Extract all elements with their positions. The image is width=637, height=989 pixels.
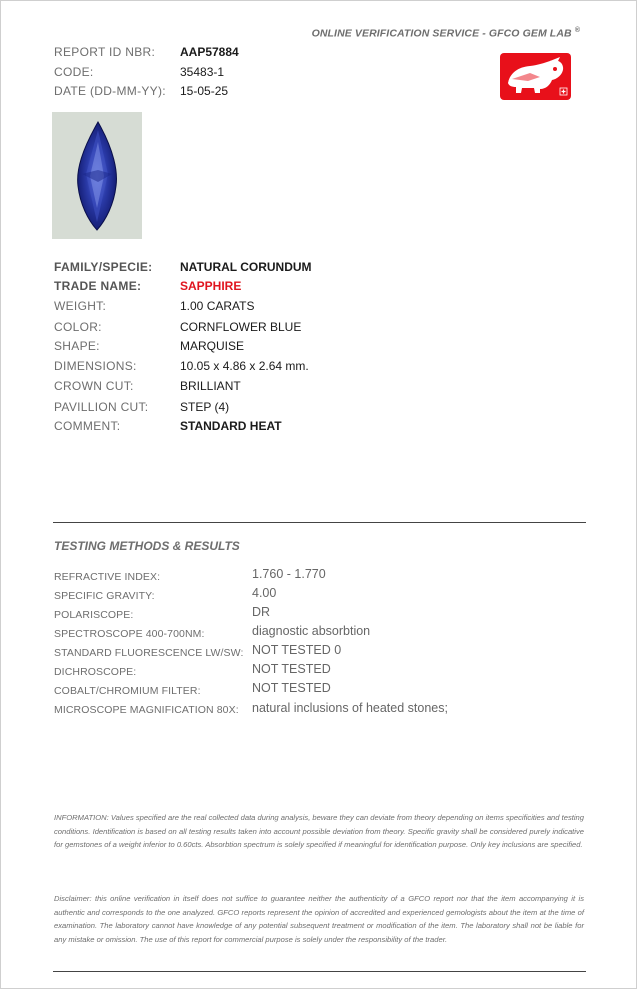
test-label: SPECTROSCOPE 400-700NM:	[54, 628, 205, 640]
section-divider	[53, 522, 586, 523]
test-label: COBALT/CHROMIUM FILTER:	[54, 685, 201, 697]
test-value: diagnostic absorbtion	[252, 624, 371, 638]
family-value: NATURAL CORUNDUM	[180, 260, 312, 274]
sapphire-gem-image	[52, 112, 142, 239]
marquise-sapphire-photo	[52, 112, 142, 239]
trade-name-label: TRADE NAME:	[54, 279, 142, 293]
dimensions-value: 10.05 x 4.86 x 2.64 mm.	[180, 359, 309, 373]
weight-value: 1.00 CARATS	[180, 299, 255, 313]
test-value: natural inclusions of heated stones;	[252, 701, 448, 715]
dimensions-label: DIMENSIONS:	[54, 359, 137, 373]
test-value: NOT TESTED 0	[252, 643, 342, 657]
crown-cut-value: BRILLIANT	[180, 379, 241, 393]
testing-section-title: TESTING METHODS & RESULTS	[54, 539, 240, 553]
code-label: CODE:	[54, 65, 94, 79]
pavillion-cut-value: STEP (4)	[180, 400, 230, 414]
registered-mark: ®	[574, 27, 580, 34]
weight-label: WEIGHT:	[54, 299, 107, 313]
trade-name-value: SAPPHIRE	[180, 279, 242, 293]
crown-cut-label: CROWN CUT:	[54, 379, 134, 393]
test-value: NOT TESTED	[252, 662, 331, 676]
shape-label: SHAPE:	[54, 339, 100, 353]
test-label: MICROSCOPE MAGNIFICATION 80X:	[54, 704, 239, 716]
comment-label: COMMENT:	[54, 419, 121, 433]
test-label: REFRACTIVE INDEX:	[54, 571, 161, 583]
date-value: 15-05-25	[180, 84, 229, 98]
code-value: 35483-1	[180, 65, 225, 79]
test-value: 1.760 - 1.770	[252, 567, 326, 581]
test-value: NOT TESTED	[252, 681, 331, 695]
test-value: 4.00	[252, 586, 277, 600]
comment-value: STANDARD HEAT	[180, 419, 282, 433]
gfco-bull-logo-icon	[500, 53, 571, 100]
report-id-value: AAP57884	[180, 45, 239, 59]
test-label: POLARISCOPE:	[54, 609, 134, 621]
service-title-text: ONLINE VERIFICATION SERVICE - GFCO GEM LAB	[311, 27, 572, 40]
disclaimer-paragraph: Disclaimer: this online verification in itself does not suffice to guarantee neither the authenticity of a GFCO report nor that the item accompanying it is authentic and corresponds to the one analyzed. GFCO reports represent the opinion of accredited and experienced gemologists about the item at the time of examination. The laboratory cannot have knowledge of any potential subsequent treatment or modification of the item. The laboratory shall not be liable for any mistake or omission. The use of this report for commercial purpose is solely under the responsibility of the trader.	[54, 894, 584, 944]
shape-value: MARQUISE	[180, 339, 245, 353]
test-value: DR	[252, 605, 271, 619]
test-label: STANDARD FLUORESCENCE LW/SW:	[54, 647, 244, 659]
test-label: DICHROSCOPE:	[54, 666, 137, 678]
service-title	[312, 27, 580, 40]
color-label: COLOR:	[54, 320, 102, 334]
color-value: CORNFLOWER BLUE	[180, 320, 302, 334]
family-label: FAMILY/SPECIE:	[54, 260, 153, 274]
pavillion-cut-label: PAVILLION CUT:	[54, 400, 149, 414]
report-id-label: REPORT ID NBR:	[54, 45, 156, 59]
date-label: DATE (DD-MM-YY):	[54, 84, 166, 98]
test-label: SPECIFIC GRAVITY:	[54, 590, 155, 602]
information-paragraph: INFORMATION: Values specified are the real collected data during analysis, beware they can deviate from theory depending on items specificities and testing conditions. Identification is based on all testing results taken into account possible deviation from theory. Specific gravity shall be considered purely indicative for gemstones of a weight inferior to 0.60cts. Absorbtion spectrum is solely specified if meaningful for identification purpose. Only key inclusions are specified.	[54, 813, 584, 850]
footer-divider	[53, 971, 586, 972]
